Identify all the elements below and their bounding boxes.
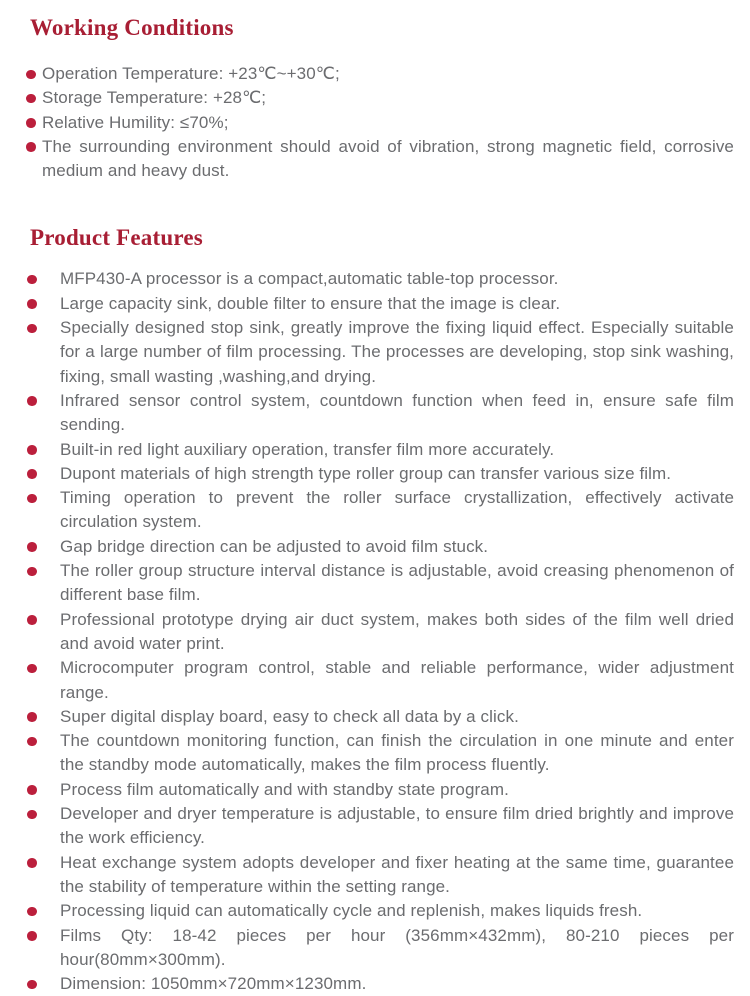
list-item-text: Dupont materials of high strength type roller group can transfer various size film. [60,463,672,483]
list-item [27,851,734,900]
bullet-icon [27,324,37,334]
bullet-column [27,535,60,552]
section-title-working-conditions: Working Conditions [30,15,234,40]
list-item-text: Timing operation to prevent the roller surface crystallization, effectively activate circulation system. [60,488,734,532]
product-features-list [27,267,734,996]
list-item-text: Large capacity sink, double filter to ensure that the image is clear. [60,293,561,313]
list-item [27,486,734,535]
bullet-icon [27,494,37,504]
bullet-icon [26,94,36,104]
list-item [27,462,734,486]
bullet-icon [27,664,37,674]
list-item-text: Films Qty: 18-42 pieces per hour (356mm×432mm), 80-210 pieces per hour(80mm×300mm). [60,925,734,969]
list-item-text: Super digital display board, easy to check all data by a click. [60,706,519,726]
list-item [27,778,734,802]
bullet-column [26,62,42,79]
bullet-icon [27,737,37,747]
bullet-column [27,705,60,722]
list-item-text: Microcomputer program control, stable and reliable performance, wider adjustment range. [60,658,734,702]
list-item-text: Processing liquid can automatically cycle and replenish, makes liquids fresh. [60,901,643,921]
bullet-icon [27,712,37,722]
bullet-column [27,778,60,795]
list-item [27,267,734,291]
list-item-text: The countdown monitoring function, can finish the circulation in one minute and enter the standby mode automatically, makes the film process fluently. [60,731,734,775]
bullet-column [27,608,60,625]
list-item [27,972,734,996]
list-item-text: The surrounding environment should avoid of vibration, strong magnetic field, corrosive medium and heavy dust. [42,136,734,181]
list-item-text: MFP430-A processor is a compact,automatic table-top processor. [60,269,559,289]
list-item [27,559,734,608]
bullet-column [27,438,60,455]
list-item [27,656,734,705]
bullet-icon [27,907,37,917]
section-title-product-features: Product Features [30,225,203,251]
bullet-icon [27,299,37,309]
bullet-icon [26,142,36,152]
list-item [26,86,734,110]
list-item-text: Infrared sensor control system, countdown function when feed in, ensure safe film sending. [60,390,734,435]
list-item-text: Process film automatically and with standby state program. [60,779,509,799]
list-item [27,802,734,851]
bullet-icon [27,785,37,795]
list-item [26,135,734,184]
bullet-column [27,267,60,284]
bullet-icon [27,275,37,285]
list-item-text: Developer and dryer temperature is adjustable, to ensure film dried brightly and improve the work efficiency. [60,804,734,848]
bullet-column [27,292,60,309]
list-item [27,608,734,657]
list-item [27,316,734,389]
working-conditions-list [26,62,734,183]
list-item [27,535,734,559]
list-item-text: Professional prototype drying air duct system, makes both sides of the film well dried and avoid water print. [60,609,734,653]
bullet-column [27,899,60,916]
bullet-icon [26,70,36,80]
bullet-icon [27,567,37,577]
bullet-icon [27,931,37,941]
list-item [27,438,734,462]
bullet-icon [27,980,37,990]
bullet-icon [27,542,37,552]
list-item-text: Built-in red light auxiliary operation, transfer film more accurately. [60,439,555,459]
list-item-text: Dimension: 1050mm×720mm×1230mm. [60,974,367,994]
bullet-icon [27,396,37,406]
bullet-column [27,486,60,503]
working-conditions-section [30,14,734,183]
list-item [27,292,734,316]
list-item-text: Heat exchange system adopts developer and fixer heating at the same time, guarantee the stability of temperature within the setting range. [60,852,734,896]
bullet-column [27,656,60,673]
bullet-column [26,111,42,128]
bullet-column [27,316,60,333]
bullet-icon [27,615,37,625]
product-features-section [30,224,734,996]
list-item [27,389,734,438]
bullet-column [27,802,60,819]
list-item [26,111,734,135]
bullet-column [26,86,42,103]
bullet-icon [27,858,37,868]
list-item [27,924,734,973]
bullet-column [27,462,60,479]
bullet-column [27,851,60,868]
bullet-icon [27,469,37,479]
bullet-icon [27,445,37,455]
bullet-column [27,729,60,746]
bullet-column [27,972,60,989]
bullet-icon [27,810,37,820]
list-item-text: Specially designed stop sink, greatly improve the fixing liquid effect. Especially suitable for a large number of film processing. The processes are developing, stop sink washing, fixing, small wasting ,washing,and drying. [60,318,734,386]
list-item [27,899,734,923]
list-item [27,705,734,729]
list-item-text: Storage Temperature: +28℃; [42,88,267,108]
list-item-text: Operation Temperature: +23℃~+30℃; [42,64,340,83]
bullet-column [27,559,60,576]
list-item-text: The roller group structure interval distance is adjustable, avoid creasing phenomenon of different base film. [60,561,734,605]
bullet-column [27,924,60,941]
list-item [27,729,734,778]
bullet-icon [26,118,36,128]
list-item-text: Gap bridge direction can be adjusted to avoid film stuck. [60,536,489,556]
list-item-text: Relative Humility: ≤70%; [42,112,229,132]
bullet-column [27,389,60,406]
bullet-column [26,135,42,152]
list-item [26,62,734,86]
